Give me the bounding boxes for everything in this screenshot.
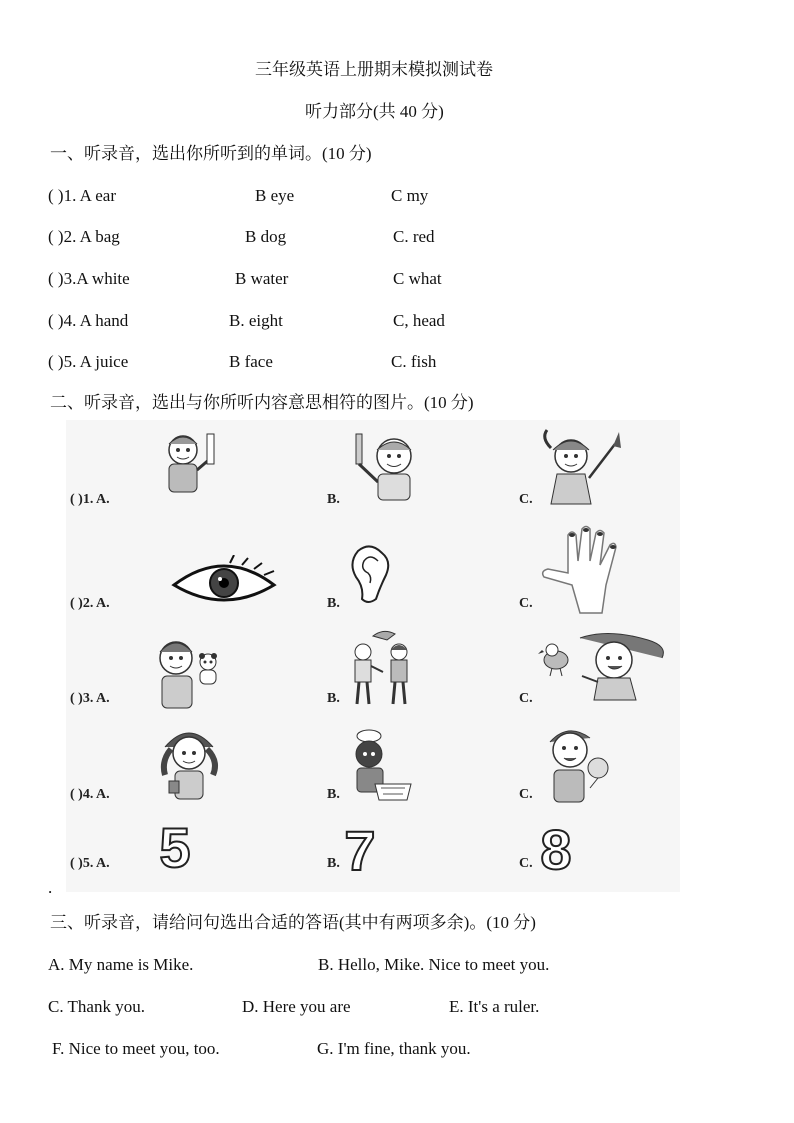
s3-option-b: B. Hello, Mike. Nice to meet you. <box>318 955 550 974</box>
s1-q3-b: B water <box>235 269 289 288</box>
number-8-icon <box>536 815 576 875</box>
s1-q3-a: ( )3.A white <box>48 269 130 288</box>
ear-icon <box>348 543 392 605</box>
section1-heading: 一、听录音，选出你所听到的单词。(10 分) <box>50 144 372 163</box>
boy-balloon-icon <box>538 722 618 804</box>
s1-q4-c: C, head <box>393 311 445 330</box>
stray-dot: . <box>48 878 53 897</box>
s3-option-f: F. Nice to meet you, too. <box>52 1039 220 1058</box>
s1-q1-a: ( )1. A ear <box>48 186 116 205</box>
s2-q1-b: B. <box>327 492 340 507</box>
eye-icon <box>170 555 278 605</box>
svg-text:8: 8 <box>540 818 572 875</box>
s1-q2-b: B dog <box>245 227 287 246</box>
s2-q5-b: B. <box>327 856 340 871</box>
s1-q4-b: B. eight <box>229 311 283 330</box>
s1-q3-c: C what <box>393 269 442 288</box>
hand-icon <box>540 525 620 617</box>
boy-pencil-icon <box>348 430 428 502</box>
two-kids-icon <box>345 628 421 708</box>
girl-pen-icon <box>535 428 625 506</box>
s2-q5-label: ( )5. A. <box>70 856 110 871</box>
s2-q1-label: ( )1. A. <box>70 492 110 507</box>
number-7-icon <box>340 818 380 876</box>
s1-q2-c: C. red <box>393 227 435 246</box>
page-title: 三年级英语上册期末模拟测试卷 <box>255 60 493 79</box>
boy-panda-icon <box>150 630 222 710</box>
s1-q4-a: ( )4. A hand <box>48 311 129 330</box>
girl-bird-icon <box>538 632 678 702</box>
s2-q2-label: ( )2. A. <box>70 596 110 611</box>
svg-text:7: 7 <box>344 819 376 876</box>
s2-q3-label: ( )3. A. <box>70 691 110 706</box>
s1-q5-b: B face <box>229 352 273 371</box>
s2-q2-c: C. <box>519 596 533 611</box>
s2-q4-b: B. <box>327 787 340 802</box>
s2-q4-c: C. <box>519 787 533 802</box>
s2-q3-c: C. <box>519 691 533 706</box>
s1-q5-a: ( )5. A juice <box>48 352 129 371</box>
section3-heading: 三、听录音，请给问句选出合适的答语(其中有两项多余)。(10 分) <box>50 913 536 932</box>
s2-q2-b: B. <box>327 596 340 611</box>
s3-option-a: A. My name is Mike. <box>48 955 194 974</box>
s1-q2-a: ( )2. A bag <box>48 227 120 246</box>
page-subtitle: 听力部分(共 40 分) <box>305 102 444 121</box>
s1-q1-c: C my <box>391 186 429 205</box>
s1-q1-b: B eye <box>255 186 295 205</box>
boy-cook-icon <box>345 728 423 804</box>
svg-text:5: 5 <box>159 816 191 873</box>
s2-q5-c: C. <box>519 856 533 871</box>
s3-option-d: D. Here you are <box>242 997 351 1016</box>
section2-heading: 二、听录音，选出与你所听内容意思相符的图片。(10 分) <box>50 393 474 412</box>
s2-q4-label: ( )4. A. <box>70 787 110 802</box>
s1-q5-c: C. fish <box>391 352 437 371</box>
s3-option-e: E. It's a ruler. <box>449 997 540 1016</box>
s2-q1-c: C. <box>519 492 533 507</box>
boy-ruler-icon <box>155 428 225 500</box>
girl-braids-icon <box>155 725 225 801</box>
s3-option-g: G. I'm fine, thank you. <box>317 1039 471 1058</box>
number-5-icon <box>155 815 195 873</box>
s3-option-c: C. Thank you. <box>48 997 145 1016</box>
s2-q3-b: B. <box>327 691 340 706</box>
